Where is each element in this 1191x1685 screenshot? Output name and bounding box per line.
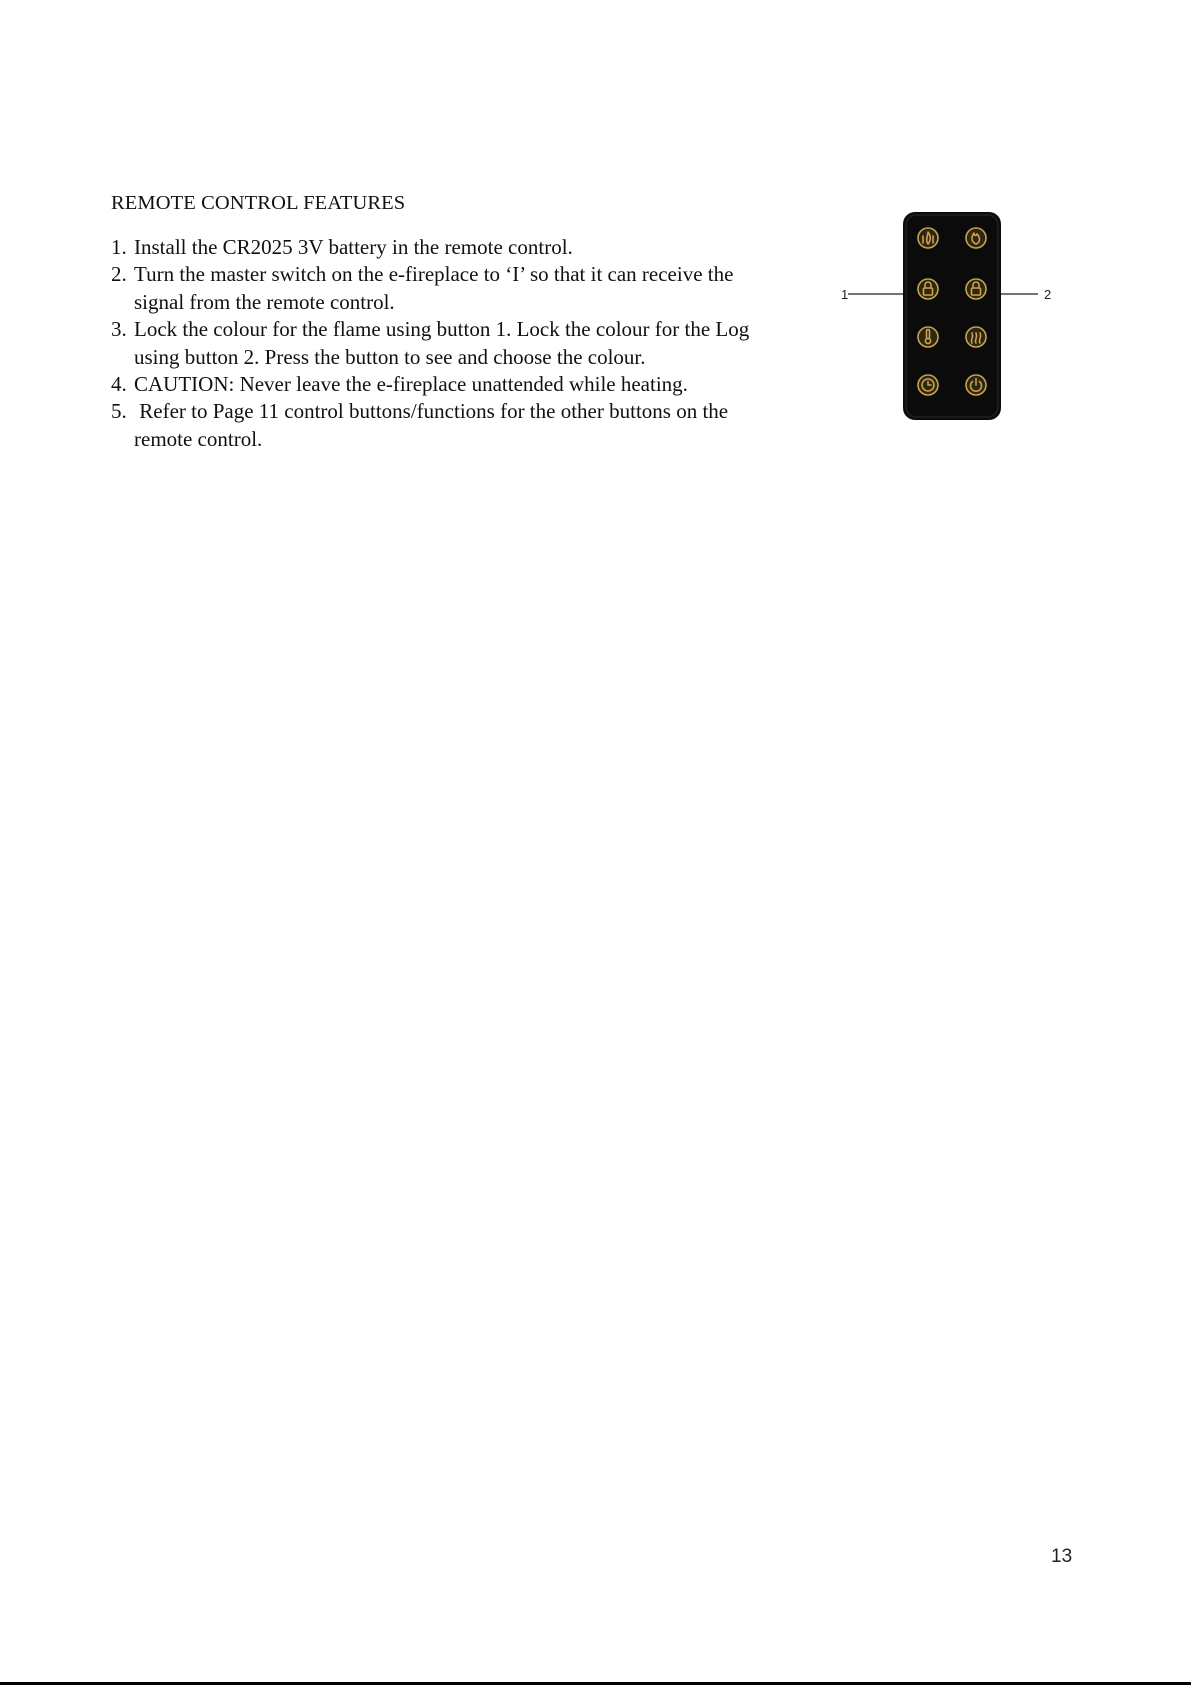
step-number: 3. — [111, 317, 127, 342]
remote-control-figure — [835, 212, 1075, 424]
step-line: remote control. — [134, 426, 263, 451]
instruction-step — [111, 316, 811, 371]
remote-body — [903, 212, 1001, 420]
instruction-step — [111, 261, 811, 316]
step-line: Install the CR2025 3V battery in the remote control. — [134, 235, 573, 259]
step-number: 5. — [111, 399, 127, 424]
step-line: Lock the colour for the flame using button 1. Lock the colour for the Log — [134, 317, 750, 342]
step-number: 1. — [111, 235, 127, 259]
instruction-step — [111, 398, 811, 453]
section-heading: REMOTE CONTROL FEATURES — [111, 192, 406, 214]
log-colour-lock-icon — [966, 279, 986, 299]
callout-label-2: 2 — [1044, 287, 1052, 302]
step-number: 2. — [111, 262, 127, 287]
step-line: Turn the master switch on the e-fireplace to ‘I’ so that it can receive the — [134, 262, 734, 287]
step-line: CAUTION: Never leave the e-fireplace unattended while heating. — [134, 372, 688, 397]
step-line: using button 2. Press the button to see and choose the colour. — [134, 344, 646, 369]
page-number: 13 — [1051, 1546, 1073, 1567]
timer-icon — [918, 375, 938, 395]
heat-icon — [966, 327, 986, 347]
power-icon — [966, 375, 986, 395]
step-line: Refer to Page 11 control buttons/functions for the other buttons on the — [134, 399, 729, 424]
flame-icon — [966, 228, 986, 248]
instruction-step — [111, 234, 811, 261]
remote-control-illustration — [835, 212, 1075, 424]
instruction-list — [111, 234, 811, 453]
callout-label-1: 1 — [841, 287, 849, 302]
instruction-step — [111, 371, 811, 398]
flame-level-icon — [918, 228, 938, 248]
flame-colour-lock-icon — [918, 279, 938, 299]
step-number: 4. — [111, 372, 127, 397]
step-line: signal from the remote control. — [134, 289, 395, 314]
thermometer-icon — [918, 327, 938, 347]
